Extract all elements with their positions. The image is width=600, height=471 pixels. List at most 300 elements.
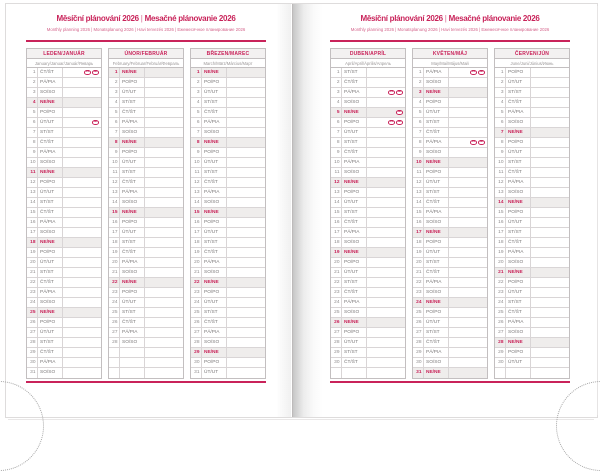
notes-cell bbox=[367, 208, 405, 217]
notes-cell bbox=[227, 218, 265, 227]
day-number-cell: 22 bbox=[413, 278, 424, 287]
day-number-cell: 28 bbox=[331, 338, 342, 347]
notes-cell bbox=[449, 328, 487, 337]
day-number-cell: 30 bbox=[413, 358, 424, 367]
day-row bbox=[27, 68, 101, 78]
day-abbrev-cell: ÚT/UT bbox=[202, 368, 227, 378]
day-number-cell: 11 bbox=[331, 168, 342, 177]
day-abbrev-cell: ÚT/UT bbox=[38, 188, 63, 197]
notes-cell bbox=[145, 308, 183, 317]
day-row bbox=[109, 288, 183, 298]
day-row bbox=[413, 108, 487, 118]
day-abbrev-cell: ČT/ŠT bbox=[202, 248, 227, 257]
day-abbrev-cell: PO/PO bbox=[202, 78, 227, 87]
day-row bbox=[27, 358, 101, 368]
day-number-cell: 14 bbox=[331, 198, 342, 207]
month-grid bbox=[330, 68, 406, 379]
notes-cell bbox=[367, 148, 405, 157]
day-abbrev-cell: ST/ST bbox=[506, 158, 531, 167]
day-abbrev-cell: SO/SO bbox=[120, 268, 145, 277]
notes-cell bbox=[145, 288, 183, 297]
day-number-cell: 18 bbox=[27, 238, 38, 247]
day-row bbox=[413, 158, 487, 168]
day-abbrev-cell: SO/SO bbox=[38, 88, 63, 97]
notes-cell bbox=[145, 238, 183, 247]
notes-cell bbox=[63, 278, 101, 287]
day-abbrev-cell: ST/ST bbox=[38, 268, 63, 277]
notes-cell bbox=[531, 318, 569, 327]
notes-cell bbox=[145, 68, 183, 77]
day-row bbox=[331, 218, 405, 228]
day-abbrev-cell: ČT/ŠT bbox=[506, 308, 531, 317]
day-row bbox=[191, 238, 265, 248]
day-number-cell: 18 bbox=[109, 238, 120, 247]
day-number-cell: 10 bbox=[27, 158, 38, 167]
day-abbrev-cell bbox=[120, 348, 145, 357]
day-abbrev-cell: SO/SO bbox=[202, 198, 227, 207]
notes-cell bbox=[63, 348, 101, 357]
day-abbrev-cell: ÚT/UT bbox=[506, 358, 531, 367]
day-row bbox=[495, 298, 569, 308]
day-abbrev-cell: PÁ/PIA bbox=[38, 78, 63, 87]
notes-cell bbox=[227, 228, 265, 237]
page-title bbox=[26, 13, 266, 24]
day-number-cell: 21 bbox=[191, 268, 202, 277]
notes-cell bbox=[367, 88, 405, 97]
day-row bbox=[495, 218, 569, 228]
day-abbrev-cell: ST/ST bbox=[342, 68, 367, 77]
month-subtitle: June/Juni/Június/Июнь bbox=[494, 59, 570, 68]
day-row bbox=[413, 198, 487, 208]
day-number-cell: 25 bbox=[109, 308, 120, 317]
day-number-cell: 12 bbox=[413, 178, 424, 187]
month-subtitle: March/März/Március/Март bbox=[190, 59, 266, 68]
day-row bbox=[495, 108, 569, 118]
day-row bbox=[27, 158, 101, 168]
top-rule bbox=[26, 40, 266, 42]
day-number-cell: 17 bbox=[495, 228, 506, 237]
notes-cell bbox=[145, 358, 183, 367]
day-row-empty bbox=[109, 358, 183, 368]
notes-cell bbox=[63, 358, 101, 367]
notes-cell bbox=[63, 168, 101, 177]
day-number-cell: 13 bbox=[27, 188, 38, 197]
day-row bbox=[495, 138, 569, 148]
day-row bbox=[413, 228, 487, 238]
day-abbrev-cell: ČT/ŠT bbox=[202, 108, 227, 117]
month-grid bbox=[26, 68, 102, 379]
day-abbrev-cell: ÚT/UT bbox=[202, 228, 227, 237]
day-number-cell: 5 bbox=[495, 108, 506, 117]
day-number-cell: 20 bbox=[27, 258, 38, 267]
notes-cell bbox=[531, 168, 569, 177]
day-abbrev-cell: ČT/ŠT bbox=[202, 318, 227, 327]
day-abbrev-cell: SO/SO bbox=[424, 78, 449, 87]
day-number-cell: 21 bbox=[109, 268, 120, 277]
day-row bbox=[413, 288, 487, 298]
day-abbrev-cell: PO/PO bbox=[424, 308, 449, 317]
day-number-cell: 15 bbox=[413, 208, 424, 217]
day-number-cell: 9 bbox=[495, 148, 506, 157]
day-row bbox=[109, 278, 183, 288]
day-row bbox=[413, 78, 487, 88]
day-row bbox=[109, 128, 183, 138]
notes-cell bbox=[145, 128, 183, 137]
day-row bbox=[27, 268, 101, 278]
day-number-cell: 14 bbox=[413, 198, 424, 207]
day-number-cell: 16 bbox=[495, 218, 506, 227]
day-abbrev-cell: PÁ/PIA bbox=[38, 358, 63, 367]
day-abbrev-cell: PÁ/PIA bbox=[342, 298, 367, 307]
day-number-cell: 9 bbox=[331, 148, 342, 157]
notes-cell bbox=[227, 348, 265, 357]
notes-cell bbox=[449, 68, 487, 77]
day-row bbox=[331, 248, 405, 258]
day-abbrev-cell: ČT/ŠT bbox=[342, 288, 367, 297]
day-number-cell bbox=[495, 368, 506, 378]
notes-cell bbox=[531, 338, 569, 347]
notes-cell bbox=[449, 368, 487, 378]
notes-cell bbox=[531, 208, 569, 217]
day-abbrev-cell: PO/PO bbox=[120, 288, 145, 297]
notes-cell bbox=[531, 68, 569, 77]
notes-cell bbox=[227, 188, 265, 197]
day-number-cell: 17 bbox=[331, 228, 342, 237]
day-abbrev-cell: ÚT/UT bbox=[342, 128, 367, 137]
day-row bbox=[331, 238, 405, 248]
day-row bbox=[191, 188, 265, 198]
day-row bbox=[27, 78, 101, 88]
day-number-cell: 15 bbox=[495, 208, 506, 217]
day-number-cell: 27 bbox=[191, 328, 202, 337]
day-row bbox=[413, 358, 487, 368]
day-row bbox=[495, 278, 569, 288]
day-abbrev-cell: PÁ/PIA bbox=[424, 208, 449, 217]
notes-cell bbox=[367, 178, 405, 187]
day-number-cell: 10 bbox=[331, 158, 342, 167]
day-abbrev-cell: NE/NE bbox=[424, 228, 449, 237]
notes-cell bbox=[227, 308, 265, 317]
day-abbrev-cell: NE/NE bbox=[38, 308, 63, 317]
day-number-cell: 23 bbox=[109, 288, 120, 297]
day-abbrev-cell: NE/NE bbox=[506, 268, 531, 277]
day-abbrev-cell: PO/PO bbox=[342, 188, 367, 197]
day-row bbox=[191, 268, 265, 278]
day-row bbox=[109, 88, 183, 98]
day-abbrev-cell bbox=[120, 358, 145, 367]
day-abbrev-cell: ÚT/UT bbox=[424, 318, 449, 327]
notes-cell bbox=[367, 348, 405, 357]
day-number-cell: 2 bbox=[191, 78, 202, 87]
day-row bbox=[27, 178, 101, 188]
notes-cell bbox=[367, 138, 405, 147]
day-abbrev-cell: PO/PO bbox=[506, 138, 531, 147]
day-row bbox=[331, 118, 405, 128]
day-abbrev-cell: NE/NE bbox=[38, 168, 63, 177]
notes-cell bbox=[145, 268, 183, 277]
day-abbrev-cell: NE/NE bbox=[424, 88, 449, 97]
day-number-cell: 29 bbox=[27, 348, 38, 357]
day-row bbox=[191, 198, 265, 208]
day-row bbox=[495, 328, 569, 338]
day-row bbox=[109, 178, 183, 188]
day-row bbox=[191, 148, 265, 158]
day-row bbox=[27, 98, 101, 108]
day-number-cell: 11 bbox=[109, 168, 120, 177]
day-abbrev-cell: ÚT/UT bbox=[120, 298, 145, 307]
notes-cell bbox=[449, 248, 487, 257]
day-row bbox=[27, 368, 101, 378]
notes-cell bbox=[63, 128, 101, 137]
notes-cell bbox=[145, 348, 183, 357]
day-number-cell: 5 bbox=[27, 108, 38, 117]
day-row bbox=[413, 318, 487, 328]
day-number-cell: 28 bbox=[413, 338, 424, 347]
day-number-cell: 13 bbox=[331, 188, 342, 197]
day-number-cell: 27 bbox=[413, 328, 424, 337]
notes-cell bbox=[227, 208, 265, 217]
month-column bbox=[108, 48, 184, 379]
day-abbrev-cell: SO/SO bbox=[120, 128, 145, 137]
notes-cell bbox=[367, 308, 405, 317]
month-column bbox=[190, 48, 266, 379]
month-header: LEDEN/JANUÁR bbox=[26, 48, 102, 59]
day-row bbox=[495, 238, 569, 248]
day-number-cell: 11 bbox=[413, 168, 424, 177]
day-number-cell: 9 bbox=[191, 148, 202, 157]
day-abbrev-cell: NE/NE bbox=[506, 128, 531, 137]
day-row bbox=[191, 98, 265, 108]
notes-cell bbox=[367, 78, 405, 87]
notes-cell bbox=[227, 298, 265, 307]
day-number-cell: 11 bbox=[27, 168, 38, 177]
day-abbrev-cell: PO/PO bbox=[38, 108, 63, 117]
day-row bbox=[109, 188, 183, 198]
day-abbrev-cell: ST/ST bbox=[202, 98, 227, 107]
day-row bbox=[27, 188, 101, 198]
day-number-cell: 2 bbox=[413, 78, 424, 87]
day-abbrev-cell: PO/PO bbox=[342, 258, 367, 267]
day-abbrev-cell: ÚT/UT bbox=[506, 218, 531, 227]
day-row bbox=[109, 318, 183, 328]
notes-cell bbox=[367, 358, 405, 367]
day-abbrev-cell: ST/ST bbox=[120, 168, 145, 177]
month-column bbox=[330, 48, 406, 379]
notes-cell bbox=[145, 208, 183, 217]
day-abbrev-cell: PÁ/PIA bbox=[506, 248, 531, 257]
notes-cell bbox=[449, 98, 487, 107]
day-row bbox=[109, 248, 183, 258]
day-abbrev-cell: PÁ/PIA bbox=[120, 188, 145, 197]
day-abbrev-cell: PO/PO bbox=[202, 288, 227, 297]
day-row bbox=[331, 148, 405, 158]
day-abbrev-cell: PO/PO bbox=[120, 148, 145, 157]
day-row bbox=[331, 158, 405, 168]
notes-cell bbox=[531, 158, 569, 167]
day-abbrev-cell: ST/ST bbox=[424, 188, 449, 197]
day-row bbox=[27, 198, 101, 208]
day-number-cell: 29 bbox=[495, 348, 506, 357]
day-abbrev-cell: PÁ/PIA bbox=[38, 148, 63, 157]
day-number-cell: 22 bbox=[191, 278, 202, 287]
notes-cell bbox=[145, 328, 183, 337]
day-number-cell: 11 bbox=[495, 168, 506, 177]
day-abbrev-cell bbox=[120, 368, 145, 378]
bottom-rule bbox=[330, 381, 570, 383]
month-grid bbox=[494, 68, 570, 379]
day-row bbox=[331, 318, 405, 328]
day-row bbox=[27, 228, 101, 238]
notes-cell bbox=[367, 118, 405, 127]
day-row bbox=[191, 338, 265, 348]
day-abbrev-cell: ST/ST bbox=[38, 198, 63, 207]
notes-cell bbox=[531, 198, 569, 207]
day-row bbox=[413, 248, 487, 258]
day-abbrev-cell: ST/ST bbox=[120, 308, 145, 317]
day-row bbox=[191, 178, 265, 188]
notes-cell bbox=[227, 148, 265, 157]
notes-cell bbox=[449, 178, 487, 187]
day-number-cell: 29 bbox=[331, 348, 342, 357]
day-row bbox=[413, 308, 487, 318]
day-number-cell: 3 bbox=[191, 88, 202, 97]
day-row bbox=[331, 358, 405, 368]
notes-cell bbox=[145, 178, 183, 187]
day-abbrev-cell: PO/PO bbox=[506, 278, 531, 287]
day-number-cell: 3 bbox=[495, 88, 506, 97]
day-row bbox=[331, 298, 405, 308]
sk-flag-icon: SK bbox=[397, 90, 402, 93]
day-row bbox=[27, 348, 101, 358]
day-row bbox=[331, 268, 405, 278]
day-row bbox=[191, 258, 265, 268]
day-abbrev-cell: PÁ/PIA bbox=[424, 278, 449, 287]
page-left bbox=[0, 0, 291, 423]
day-row bbox=[413, 328, 487, 338]
day-number-cell: 17 bbox=[413, 228, 424, 237]
day-number-cell: 26 bbox=[191, 318, 202, 327]
day-row bbox=[413, 298, 487, 308]
months-row bbox=[26, 48, 266, 379]
day-number-cell: 8 bbox=[27, 138, 38, 147]
day-abbrev-cell: ST/ST bbox=[38, 128, 63, 137]
day-abbrev-cell bbox=[342, 368, 367, 378]
notes-cell bbox=[449, 228, 487, 237]
day-number-cell: 23 bbox=[413, 288, 424, 297]
day-row bbox=[27, 88, 101, 98]
month-header: DUBEN/APRÍL bbox=[330, 48, 406, 59]
day-abbrev-cell: ST/ST bbox=[202, 168, 227, 177]
day-abbrev-cell: PÁ/PIA bbox=[342, 228, 367, 237]
day-number-cell: 15 bbox=[191, 208, 202, 217]
day-abbrev-cell: NE/NE bbox=[202, 68, 227, 77]
day-row bbox=[191, 128, 265, 138]
day-abbrev-cell: ST/ST bbox=[424, 328, 449, 337]
day-abbrev-cell: PO/PO bbox=[342, 328, 367, 337]
sk-flag-icon: SK bbox=[93, 70, 98, 73]
day-abbrev-cell: ÚT/UT bbox=[424, 108, 449, 117]
day-number-cell: 20 bbox=[331, 258, 342, 267]
day-number-cell: 12 bbox=[331, 178, 342, 187]
notes-cell bbox=[367, 248, 405, 257]
day-number-cell: 14 bbox=[191, 198, 202, 207]
day-number-cell: 1 bbox=[109, 68, 120, 77]
day-abbrev-cell: PÁ/PIA bbox=[506, 318, 531, 327]
day-number-cell: 2 bbox=[27, 78, 38, 87]
notes-cell bbox=[367, 328, 405, 337]
day-row bbox=[495, 88, 569, 98]
day-row bbox=[191, 328, 265, 338]
day-row bbox=[109, 208, 183, 218]
day-row bbox=[495, 118, 569, 128]
day-number-cell: 5 bbox=[109, 108, 120, 117]
notes-cell bbox=[449, 318, 487, 327]
day-row bbox=[109, 298, 183, 308]
day-number-cell: 7 bbox=[495, 128, 506, 137]
day-number-cell: 18 bbox=[495, 238, 506, 247]
day-row bbox=[331, 188, 405, 198]
day-row bbox=[109, 158, 183, 168]
day-abbrev-cell: SO/SO bbox=[202, 268, 227, 277]
notes-cell bbox=[145, 138, 183, 147]
day-number-cell: 8 bbox=[413, 138, 424, 147]
day-abbrev-cell: ČT/ŠT bbox=[506, 168, 531, 177]
day-number-cell: 12 bbox=[27, 178, 38, 187]
day-number-cell: 22 bbox=[27, 278, 38, 287]
day-number-cell: 10 bbox=[413, 158, 424, 167]
notes-cell bbox=[449, 238, 487, 247]
day-row bbox=[191, 308, 265, 318]
notes-cell bbox=[531, 88, 569, 97]
day-row bbox=[331, 338, 405, 348]
notes-cell bbox=[63, 268, 101, 277]
day-abbrev-cell: SO/SO bbox=[506, 188, 531, 197]
day-number-cell: 23 bbox=[27, 288, 38, 297]
day-row bbox=[495, 178, 569, 188]
day-row bbox=[413, 238, 487, 248]
day-row bbox=[109, 258, 183, 268]
notes-cell bbox=[531, 288, 569, 297]
day-row bbox=[495, 68, 569, 78]
notes-cell bbox=[145, 258, 183, 267]
day-number-cell: 4 bbox=[331, 98, 342, 107]
day-number-cell: 30 bbox=[331, 358, 342, 367]
notes-cell bbox=[63, 318, 101, 327]
notes-cell bbox=[145, 158, 183, 167]
day-number-cell: 23 bbox=[191, 288, 202, 297]
notes-cell bbox=[367, 108, 405, 117]
day-abbrev-cell: ČT/ŠT bbox=[120, 248, 145, 257]
notes-cell bbox=[531, 248, 569, 257]
day-number-cell: 19 bbox=[413, 248, 424, 257]
day-abbrev-cell bbox=[506, 368, 531, 378]
notes-cell bbox=[145, 278, 183, 287]
month-subtitle: April/April/Április/Апрель bbox=[330, 59, 406, 68]
day-abbrev-cell: SO/SO bbox=[342, 168, 367, 177]
notes-cell bbox=[227, 138, 265, 147]
notes-cell bbox=[145, 318, 183, 327]
day-row bbox=[413, 178, 487, 188]
day-number-cell: 24 bbox=[27, 298, 38, 307]
day-row bbox=[27, 258, 101, 268]
day-number-cell: 16 bbox=[191, 218, 202, 227]
notes-cell bbox=[227, 238, 265, 247]
day-row bbox=[413, 188, 487, 198]
notes-cell bbox=[63, 238, 101, 247]
day-row bbox=[495, 258, 569, 268]
day-row bbox=[331, 308, 405, 318]
notes-cell bbox=[449, 298, 487, 307]
